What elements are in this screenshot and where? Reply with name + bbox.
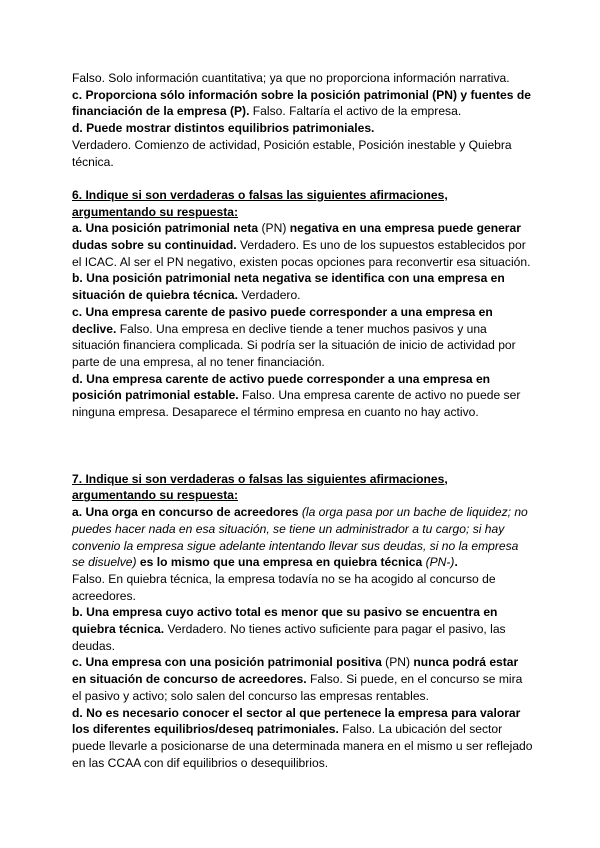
q7-item-b: b. Una empresa cuyo activo total es menor que su pasivo se encuentra en quiebra técnica. Verdadero. No tienes activo suficiente para pagar el pasivo, las deudas. <box>72 605 506 653</box>
intro-d-answer: Verdadero. Comienzo de actividad, Posición estable, Posición inestable y Quiebra técnica. <box>72 137 512 169</box>
q6-b-answer: Verdadero. <box>238 288 301 303</box>
intro-b-answer: Falso. Solo información cuantitativa; ya que no proporciona información narrativa. <box>72 71 510 85</box>
intro-c-statement: c. Proporciona sólo información sobre la posición patrimonial (PN) y fuentes de financiación de la empresa (P). <box>72 87 531 119</box>
q7-item-c: c. Una empresa con una posición patrimonial positiva (PN) nunca podrá estar en situación de concurso de acreedores. Falso. Si puede, en el concurso se mira el pasivo y activo; solo salen del concurso las empresas rentables. <box>72 655 523 703</box>
q6-d-answer: Falso. Una empresa carente de activo no puede ser ninguna empresa. Desaparece el término empresa en cuanto no hay activo. <box>72 388 521 420</box>
q6-item-c: c. Una empresa carente de pasivo puede corresponder a una empresa en declive. Falso. Una empresa en declive tiende a tener muchos pasivos y una situación financiera complicada. Si podría ser la situación de inicio de actividad por parte de una empresa, al no tener financiación. <box>72 304 516 369</box>
q7-b-answer: Verdadero. No tienes activo suficiente para pagar el pasivo, las deudas. <box>72 622 506 653</box>
q6-heading: 6. Indique si son verdaderas o falsas las siguientes afirmaciones, argumentando su respuesta: <box>72 187 448 219</box>
q7-item-d: d. No es necesario conocer el sector al que pertenece la empresa para valorar los diferentes equilibrios/deseq patrimoniales. Falso. La ubicación del sector puede llevarle a posicionarse de una determinada manera en el mismo u ser reflejado en las CCAA con dif equilibrios o desequilibrios. <box>72 705 533 770</box>
q6-item-a: a. Una posición patrimonial neta (PN) negativa en una empresa puede generar dudas sobre su continuidad. Verdadero. Es uno de los supuestos establecidos por el ICAC. Al ser el PN negativo, existen pocas opciones para reconvertir esa situación. <box>72 221 531 269</box>
q7-item-a: a. Una orga en concurso de acreedores (la orga pasa por un bache de liquidez; no puedes hacer nada en esa situación, se tiene un administrador a tu cargo; si hay convenio la empresa sigue adelante intentando llevar sus deudas, si no la empresa se disuelve) es lo mismo que una empresa en quiebra técnica (PN-). <box>72 505 528 570</box>
document-page <box>72 70 534 771</box>
q6-c-answer: Falso. Una empresa en declive tiende a tener muchos pasivos y una situación financiera complicada. Si podría ser la situación de inicio de actividad por parte de una empresa, al no tener financiación. <box>72 321 516 369</box>
q7-d-answer: Falso. La ubicación del sector puede llevarle a posicionarse de una determinada manera en el mismo u ser reflejado en las CCAA con dif equilibrios o desequilibrios. <box>72 722 533 770</box>
intro-d-statement: d. Puede mostrar distintos equilibrios patrimoniales. <box>72 121 375 136</box>
q7-a-answer: Falso. En quiebra técnica, la empresa todavía no se ha acogido al concurso de acreedores. <box>72 571 496 603</box>
q7-c-answer: Falso. Si puede, en el concurso se mira el pasivo y activo; solo salen del concurso las empresas rentables. <box>72 672 523 703</box>
q6-item-b: b. Una posición patrimonial neta negativa se identifica con una empresa en situación de quiebra técnica. Verdadero. <box>72 271 505 303</box>
q6-a-answer: Verdadero. Es uno de los supuestos establecidos por el ICAC. Al ser el PN negativo, existen pocas opciones para reconvertir esa situación. <box>72 238 531 269</box>
q6-item-d: d. Una empresa carente de activo puede corresponder a una empresa en posición patrimonial estable. Falso. Una empresa carente de activo no puede ser ninguna empresa. Desaparece el término empresa en cuanto no hay activo. <box>72 371 521 420</box>
intro-c-answer: Falso. Faltaría el activo de la empresa. <box>249 104 462 119</box>
intro-c-item <box>72 87 534 120</box>
q7-heading: 7. Indique si son verdaderas o falsas las siguientes afirmaciones, argumentando su respuesta: <box>72 471 448 503</box>
